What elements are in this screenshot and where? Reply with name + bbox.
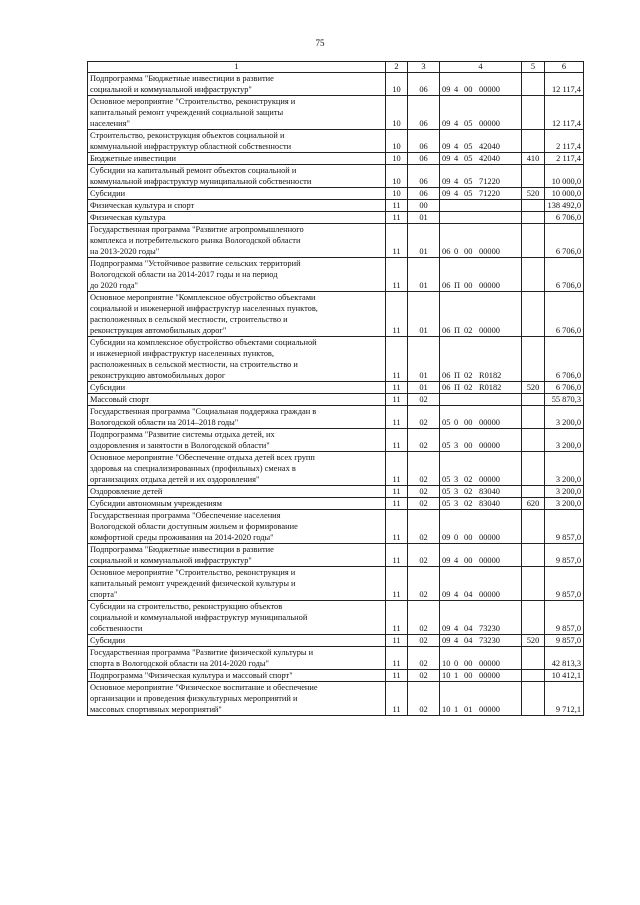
row-subsection: 01 — [408, 382, 440, 394]
code-part: 00000 — [479, 418, 500, 427]
table-row — [88, 224, 584, 258]
row-expense-type — [522, 406, 545, 429]
table-row — [88, 510, 584, 544]
row-target-code — [440, 96, 522, 130]
code-part: 00000 — [479, 659, 500, 668]
code-part: 1 — [454, 705, 459, 714]
row-target-code — [440, 486, 522, 498]
code-part: 10 — [442, 659, 451, 668]
table-row — [88, 337, 584, 382]
code-part: 09 — [442, 636, 451, 645]
row-name: Оздоровление детей — [88, 486, 386, 498]
row-expense-type — [522, 292, 545, 337]
code-part: 09 — [442, 533, 451, 542]
row-name: Физическая культура — [88, 212, 386, 224]
row-name: Субсидии на капитальный ремонт объектов социальной и коммунальной инфраструктур муниципальной собственности — [88, 165, 386, 188]
code-part: 02 — [464, 326, 473, 335]
row-amount: 9 857,0 — [545, 544, 584, 567]
code-part: 3 — [454, 487, 459, 496]
row-name: Основное мероприятие "Обеспечение отдыха детей всех групп здоровья на специализированных (профильных) сменах в организациях отдыха детей и их оздоровления" — [88, 452, 386, 486]
row-amount: 138 492,0 — [545, 200, 584, 212]
table-row — [88, 153, 584, 165]
code-part: 4 — [454, 590, 459, 599]
row-subsection: 01 — [408, 337, 440, 382]
code-part: 09 — [442, 189, 451, 198]
row-name: Бюджетные инвестиции — [88, 153, 386, 165]
code-part: 02 — [464, 383, 473, 392]
row-subsection: 01 — [408, 224, 440, 258]
row-expense-type: 410 — [522, 153, 545, 165]
row-amount: 55 870,3 — [545, 394, 584, 406]
row-subsection: 02 — [408, 486, 440, 498]
row-name: Подпрограмма "Развитие системы отдыха детей, их оздоровления и занятости в Вологодской области" — [88, 429, 386, 452]
row-subsection: 01 — [408, 292, 440, 337]
code-part: П — [454, 383, 461, 392]
row-expense-type — [522, 670, 545, 682]
code-part: 05 — [442, 418, 451, 427]
row-amount: 9 857,0 — [545, 567, 584, 601]
header-cell-section: 2 — [386, 62, 408, 73]
code-part: П — [454, 281, 461, 290]
row-expense-type — [522, 224, 545, 258]
row-name: Основное мероприятие "Строительство, реконструкция и капитальный ремонт учреждений физической культуры и спорта" — [88, 567, 386, 601]
row-amount: 42 813,3 — [545, 647, 584, 670]
code-part: 3 — [454, 441, 459, 450]
code-part: 09 — [442, 85, 451, 94]
code-part: 05 — [464, 177, 473, 186]
row-section: 11 — [386, 200, 408, 212]
code-part: 09 — [442, 142, 451, 151]
row-expense-type — [522, 200, 545, 212]
row-section: 11 — [386, 258, 408, 292]
header-cell-amount: 6 — [545, 62, 584, 73]
row-amount: 10 000,0 — [545, 165, 584, 188]
row-subsection: 02 — [408, 406, 440, 429]
row-amount: 9 857,0 — [545, 510, 584, 544]
code-part: 02 — [464, 475, 473, 484]
row-amount: 3 200,0 — [545, 429, 584, 452]
code-part: 00000 — [479, 671, 500, 680]
row-section: 11 — [386, 452, 408, 486]
row-name: Подпрограмма "Бюджетные инвестиции в развитие социальной и коммунальной инфраструктур" — [88, 73, 386, 96]
row-expense-type — [522, 486, 545, 498]
table-row — [88, 544, 584, 567]
row-section: 11 — [386, 292, 408, 337]
row-section: 11 — [386, 486, 408, 498]
row-section: 11 — [386, 647, 408, 670]
row-name: Государственная программа "Развитие физической культуры и спорта в Вологодской области на 2014-2020 годы" — [88, 647, 386, 670]
row-subsection: 06 — [408, 96, 440, 130]
row-target-code — [440, 130, 522, 153]
row-target-code — [440, 165, 522, 188]
code-part: 0 — [454, 659, 459, 668]
row-amount: 9 712,1 — [545, 682, 584, 716]
row-amount: 3 200,0 — [545, 498, 584, 510]
row-section: 11 — [386, 212, 408, 224]
code-part: 0 — [454, 418, 459, 427]
row-name: Субсидии — [88, 635, 386, 647]
code-part: 4 — [454, 85, 459, 94]
row-subsection: 02 — [408, 452, 440, 486]
code-part: 00 — [464, 533, 473, 542]
row-amount: 6 706,0 — [545, 258, 584, 292]
row-subsection: 06 — [408, 165, 440, 188]
row-subsection: 02 — [408, 567, 440, 601]
row-name: Физическая культура и спорт — [88, 200, 386, 212]
row-expense-type — [522, 510, 545, 544]
table-row — [88, 635, 584, 647]
row-amount: 10 000,0 — [545, 188, 584, 200]
table-row — [88, 670, 584, 682]
code-part: 04 — [464, 636, 473, 645]
code-part: 05 — [464, 154, 473, 163]
table-row — [88, 200, 584, 212]
code-part: 00 — [464, 247, 473, 256]
row-expense-type — [522, 337, 545, 382]
row-target-code — [440, 647, 522, 670]
code-part: 06 — [442, 326, 451, 335]
row-expense-type — [522, 682, 545, 716]
row-target-code — [440, 394, 522, 406]
row-section: 10 — [386, 73, 408, 96]
row-expense-type — [522, 258, 545, 292]
table-row — [88, 452, 584, 486]
row-subsection: 02 — [408, 601, 440, 635]
row-expense-type — [522, 601, 545, 635]
row-target-code — [440, 682, 522, 716]
code-part: 00 — [464, 441, 473, 450]
table-row — [88, 429, 584, 452]
code-part: 00000 — [479, 326, 500, 335]
row-expense-type: 620 — [522, 498, 545, 510]
code-part: 00 — [464, 671, 473, 680]
header-cell-name: 1 — [88, 62, 386, 73]
row-target-code — [440, 212, 522, 224]
table-row — [88, 292, 584, 337]
code-part: 00000 — [479, 441, 500, 450]
row-section: 11 — [386, 498, 408, 510]
row-amount: 10 412,1 — [545, 670, 584, 682]
code-part: 04 — [464, 624, 473, 633]
row-amount: 2 117,4 — [545, 130, 584, 153]
table-row — [88, 165, 584, 188]
row-amount: 12 117,4 — [545, 96, 584, 130]
row-target-code — [440, 452, 522, 486]
table-row — [88, 212, 584, 224]
code-part: 09 — [442, 556, 451, 565]
code-part: 05 — [464, 119, 473, 128]
code-part: 02 — [464, 499, 473, 508]
row-name: Субсидии — [88, 382, 386, 394]
row-name: Государственная программа "Обеспечение населения Вологодской области доступным жильем и формирование комфортной среды проживания на 2014-2020 годы" — [88, 510, 386, 544]
code-part: 4 — [454, 624, 459, 633]
row-section: 11 — [386, 394, 408, 406]
row-section: 10 — [386, 153, 408, 165]
row-section: 11 — [386, 682, 408, 716]
row-amount: 3 200,0 — [545, 406, 584, 429]
row-expense-type — [522, 130, 545, 153]
row-name: Основное мероприятие "Комплексное обустройство объектами социальной и инженерной инфраструктур населенных пунктов, расположенных в сельской местности, строительство и реконструкция автомобильных дорог" — [88, 292, 386, 337]
row-subsection: 01 — [408, 258, 440, 292]
table-row — [88, 498, 584, 510]
row-expense-type: 520 — [522, 635, 545, 647]
row-amount: 2 117,4 — [545, 153, 584, 165]
code-part: 1 — [454, 671, 459, 680]
row-subsection: 02 — [408, 682, 440, 716]
code-part: 06 — [442, 371, 451, 380]
code-part: 05 — [442, 487, 451, 496]
code-part: 10 — [442, 705, 451, 714]
row-expense-type — [522, 212, 545, 224]
row-section: 11 — [386, 510, 408, 544]
table-row — [88, 486, 584, 498]
row-amount: 9 857,0 — [545, 635, 584, 647]
row-subsection: 06 — [408, 130, 440, 153]
row-section: 11 — [386, 670, 408, 682]
row-name: Субсидии — [88, 188, 386, 200]
code-part: 0 — [454, 247, 459, 256]
row-target-code — [440, 635, 522, 647]
row-expense-type — [522, 567, 545, 601]
row-target-code — [440, 544, 522, 567]
code-part: 05 — [464, 189, 473, 198]
row-subsection: 02 — [408, 394, 440, 406]
row-target-code — [440, 224, 522, 258]
code-part: 00 — [464, 418, 473, 427]
row-subsection: 02 — [408, 498, 440, 510]
code-part: 4 — [454, 154, 459, 163]
row-target-code — [440, 292, 522, 337]
row-section: 11 — [386, 567, 408, 601]
code-part: 05 — [442, 441, 451, 450]
row-subsection: 00 — [408, 200, 440, 212]
table-row — [88, 647, 584, 670]
code-part: 06 — [442, 247, 451, 256]
row-expense-type: 520 — [522, 382, 545, 394]
row-amount: 6 706,0 — [545, 292, 584, 337]
table-header — [88, 62, 584, 73]
row-amount: 3 200,0 — [545, 486, 584, 498]
row-target-code — [440, 382, 522, 394]
row-expense-type — [522, 73, 545, 96]
code-part: 00000 — [479, 556, 500, 565]
row-name: Субсидии на строительство, реконструкцию объектов социальной и коммунальной инфраструктур муниципальной собственности — [88, 601, 386, 635]
code-part: 05 — [442, 475, 451, 484]
code-part: 00 — [464, 556, 473, 565]
row-subsection: 02 — [408, 635, 440, 647]
code-part: 09 — [442, 154, 451, 163]
row-target-code — [440, 153, 522, 165]
code-part: 00000 — [479, 590, 500, 599]
row-expense-type: 520 — [522, 188, 545, 200]
row-amount: 6 706,0 — [545, 224, 584, 258]
code-part: 04 — [464, 590, 473, 599]
header-cell-target-code: 4 — [440, 62, 522, 73]
code-part: 4 — [454, 177, 459, 186]
table-row — [88, 258, 584, 292]
code-part: 10 — [442, 671, 451, 680]
row-name: Подпрограмма "Бюджетные инвестиции в развитие социальной и коммунальной инфраструктур" — [88, 544, 386, 567]
row-name: Подпрограмма "Устойчивое развитие сельских территорий Вологодской области на 2014-2017 годы и на период до 2020 года" — [88, 258, 386, 292]
code-part: 09 — [442, 119, 451, 128]
header-row — [88, 62, 584, 73]
table-row — [88, 130, 584, 153]
code-part: 00000 — [479, 475, 500, 484]
row-expense-type — [522, 165, 545, 188]
row-amount: 6 706,0 — [545, 337, 584, 382]
code-part: 00000 — [479, 85, 500, 94]
row-expense-type — [522, 96, 545, 130]
row-expense-type — [522, 647, 545, 670]
row-name: Государственная программа "Развитие агропромышленного комплекса и потребительского рынка Вологодской области на 2013-2020 годы" — [88, 224, 386, 258]
code-part: 4 — [454, 636, 459, 645]
row-section: 10 — [386, 165, 408, 188]
row-expense-type — [522, 394, 545, 406]
row-name: Основное мероприятие "Физическое воспитание и обеспечение организации и проведения физкультурных мероприятий и массовых спортивных мероприятий" — [88, 682, 386, 716]
row-subsection: 01 — [408, 212, 440, 224]
row-subsection: 06 — [408, 73, 440, 96]
row-target-code — [440, 498, 522, 510]
code-part: 05 — [442, 499, 451, 508]
row-section: 11 — [386, 224, 408, 258]
row-expense-type — [522, 452, 545, 486]
row-expense-type — [522, 429, 545, 452]
table-row — [88, 567, 584, 601]
code-part: 0 — [454, 533, 459, 542]
table-row — [88, 188, 584, 200]
row-subsection: 02 — [408, 647, 440, 670]
code-part: П — [454, 371, 461, 380]
code-part: 42040 — [479, 142, 500, 151]
code-part: 06 — [442, 383, 451, 392]
budget-table — [87, 61, 584, 716]
row-target-code — [440, 429, 522, 452]
row-target-code — [440, 258, 522, 292]
row-section: 11 — [386, 337, 408, 382]
row-amount: 12 117,4 — [545, 73, 584, 96]
row-subsection: 02 — [408, 670, 440, 682]
row-name: Субсидии автономным учреждениям — [88, 498, 386, 510]
code-part: 73230 — [479, 636, 500, 645]
table-body — [88, 73, 584, 716]
row-name: Основное мероприятие "Строительство, реконструкция и капитальный ремонт учреждений социальной защиты населения" — [88, 96, 386, 130]
code-part: 83040 — [479, 487, 500, 496]
code-part: 3 — [454, 499, 459, 508]
row-section: 11 — [386, 429, 408, 452]
header-cell-subsection: 3 — [408, 62, 440, 73]
code-part: 4 — [454, 142, 459, 151]
table-row — [88, 406, 584, 429]
table-row — [88, 382, 584, 394]
table-row — [88, 601, 584, 635]
row-name: Подпрограмма "Физическая культура и массовый спорт" — [88, 670, 386, 682]
code-part: 42040 — [479, 154, 500, 163]
row-section: 11 — [386, 544, 408, 567]
row-amount: 6 706,0 — [545, 212, 584, 224]
code-part: 06 — [442, 281, 451, 290]
row-name: Массовый спорт — [88, 394, 386, 406]
row-section: 10 — [386, 96, 408, 130]
row-section: 11 — [386, 601, 408, 635]
row-subsection: 06 — [408, 153, 440, 165]
code-part: 00000 — [479, 247, 500, 256]
row-target-code — [440, 567, 522, 601]
row-subsection: 02 — [408, 429, 440, 452]
table-row — [88, 394, 584, 406]
code-part: 00 — [464, 659, 473, 668]
table-row — [88, 73, 584, 96]
code-part: 73230 — [479, 624, 500, 633]
code-part: 4 — [454, 119, 459, 128]
code-part: 83040 — [479, 499, 500, 508]
row-target-code — [440, 188, 522, 200]
row-section: 11 — [386, 382, 408, 394]
row-subsection: 02 — [408, 544, 440, 567]
code-part: 00000 — [479, 533, 500, 542]
code-part: 4 — [454, 556, 459, 565]
row-amount: 3 200,0 — [545, 452, 584, 486]
row-subsection: 06 — [408, 188, 440, 200]
row-section: 11 — [386, 635, 408, 647]
code-part: 09 — [442, 590, 451, 599]
code-part: 00000 — [479, 281, 500, 290]
row-target-code — [440, 337, 522, 382]
code-part: 71220 — [479, 177, 500, 186]
table-row — [88, 96, 584, 130]
code-part: 71220 — [479, 189, 500, 198]
code-part: 3 — [454, 475, 459, 484]
code-part: 01 — [464, 705, 473, 714]
code-part: 02 — [464, 371, 473, 380]
code-part: 09 — [442, 177, 451, 186]
code-part: 4 — [454, 189, 459, 198]
code-part: 00000 — [479, 705, 500, 714]
row-target-code — [440, 406, 522, 429]
row-target-code — [440, 601, 522, 635]
code-part: 09 — [442, 624, 451, 633]
row-subsection: 02 — [408, 510, 440, 544]
row-name: Государственная программа "Социальная поддержка граждан в Вологодской области на 2014–2018 годы" — [88, 406, 386, 429]
code-part: 05 — [464, 142, 473, 151]
page-number: 75 — [315, 38, 325, 48]
code-part: 00 — [464, 85, 473, 94]
code-part: R0182 — [479, 371, 502, 380]
row-target-code — [440, 670, 522, 682]
row-section: 10 — [386, 130, 408, 153]
code-part: 02 — [464, 487, 473, 496]
row-amount: 6 706,0 — [545, 382, 584, 394]
row-target-code — [440, 73, 522, 96]
row-section: 10 — [386, 188, 408, 200]
code-part: 00000 — [479, 119, 500, 128]
row-target-code — [440, 510, 522, 544]
row-name: Субсидии на комплексное обустройство объектами социальной и инженерной инфраструктур населенных пунктов, расположенных в сельской местности, на строительство и реконструкцию автомобильных дорог — [88, 337, 386, 382]
header-cell-expense-type: 5 — [522, 62, 545, 73]
row-name: Строительство, реконструкция объектов социальной и коммунальной инфраструктур областной собственности — [88, 130, 386, 153]
row-expense-type — [522, 544, 545, 567]
table-row — [88, 682, 584, 716]
code-part: П — [454, 326, 461, 335]
code-part: 00 — [464, 281, 473, 290]
row-target-code — [440, 200, 522, 212]
row-amount: 9 857,0 — [545, 601, 584, 635]
code-part: R0182 — [479, 383, 502, 392]
row-section: 11 — [386, 406, 408, 429]
